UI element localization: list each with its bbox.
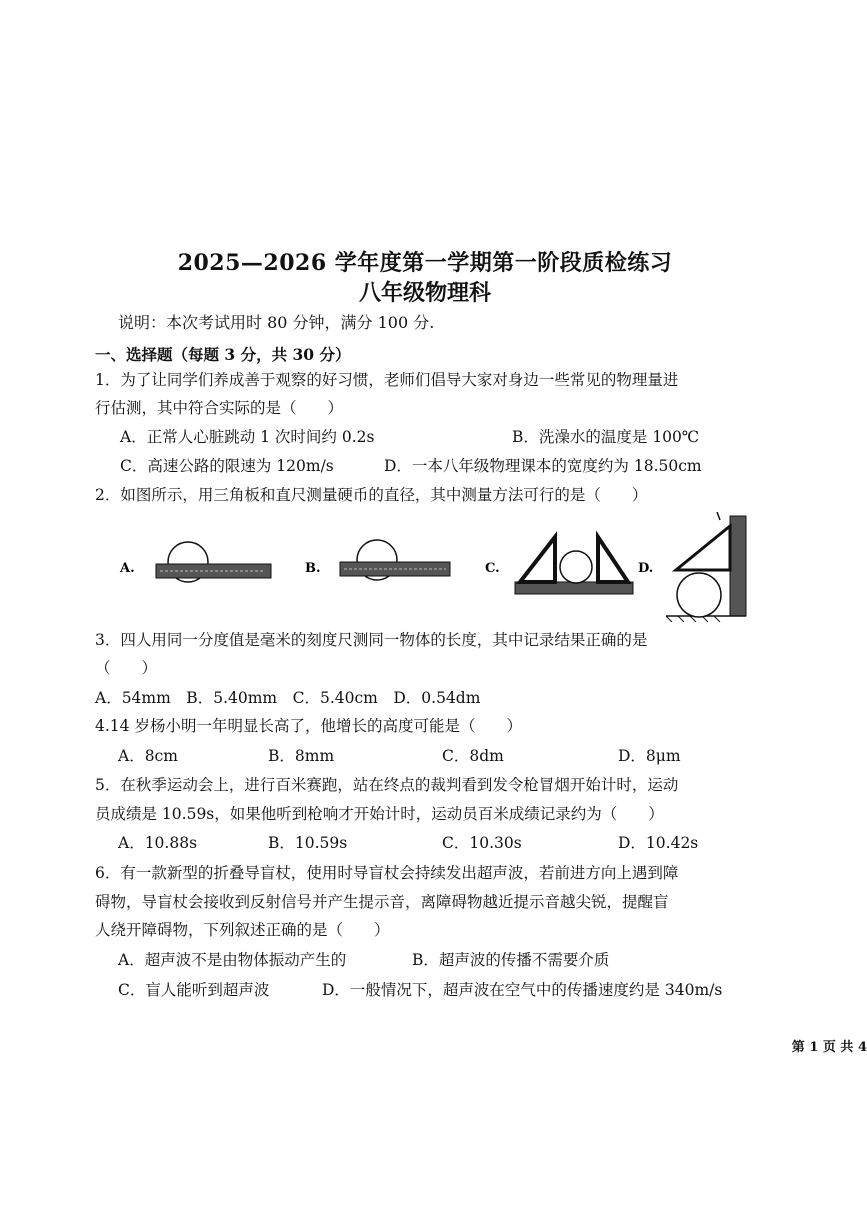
- figure-d-ruler-triangle-coin: [666, 512, 746, 622]
- q6-stem-line1: 6．有一款新型的折叠导盲杖，使用时导盲杖会持续发出超声波，若前进方向上遇到障: [95, 864, 679, 882]
- exam-title: 2025—2026 学年度第一学期第一阶段质检练习: [177, 250, 673, 276]
- q1-option-d: D．一本八年级物理课本的宽度约为 18.50cm: [384, 457, 702, 475]
- exam-note: 说明：本次考试用时 80 分钟，满分 100 分.: [118, 313, 435, 332]
- q4-option-d: D．8μm: [618, 747, 681, 765]
- q1-stem-line2: 行估测，其中符合实际的是（ ）: [95, 399, 344, 417]
- figure-c-triangles-coin: [515, 537, 633, 594]
- q4-option-c: C．8dm: [442, 747, 504, 765]
- q5-stem-line1: 5．在秋季运动会上，进行百米赛跑，站在终点的裁判看到发令枪冒烟开始计时，运动: [95, 776, 679, 794]
- q6-stem-line3: 人绕开障碍物，下列叙述正确的是（ ）: [95, 921, 390, 939]
- figure-b-ruler-coin: [340, 540, 450, 580]
- figure-label-a: A.: [120, 561, 135, 576]
- q6-option-c: C．盲人能听到超声波: [118, 981, 270, 999]
- page-number: 第 1 页 共 4: [791, 1040, 867, 1055]
- figure-a-ruler-coin: [156, 542, 271, 582]
- q5-option-c: C．10.30s: [442, 834, 522, 852]
- q3-options: A．54mm B．5.40mm C．5.40cm D．0.54dm: [95, 689, 481, 707]
- q5-stem-line2: 员成绩是 10.59s，如果他听到枪响才开始计时，运动员百米成绩记录约为（ ）: [95, 805, 664, 823]
- q6-stem-line2: 碍物，导盲杖会接收到反射信号并产生提示音，离障碍物越近提示音越尖锐，提醒盲: [95, 893, 669, 911]
- q5-option-a: A．10.88s: [118, 834, 198, 852]
- q4-stem: 4.14 岁杨小明一年明显长高了，他增长的高度可能是（ ）: [95, 717, 522, 735]
- figure-label-d: D.: [638, 561, 654, 576]
- q2-figure: [100, 512, 760, 622]
- q3-stem-line2: （ ）: [95, 659, 158, 677]
- q1-option-c: C．高速公路的限速为 120m/s: [120, 457, 334, 475]
- q4-option-b: B．8mm: [268, 747, 335, 765]
- q6-option-d: D．一般情况下，超声波在空气中的传播速度约是 340m/s: [322, 981, 723, 999]
- q5-option-b: B．10.59s: [268, 834, 348, 852]
- exam-subtitle: 八年级物理科: [358, 280, 491, 306]
- q4-option-a: A．8cm: [118, 747, 178, 765]
- q1-stem-line1: 1．为了让同学们养成善于观察的好习惯，老师们倡导大家对身边一些常见的物理量进: [95, 371, 679, 389]
- q5-option-d: D．10.42s: [618, 834, 699, 852]
- q1-option-b: B．洗澡水的温度是 100℃: [512, 428, 700, 446]
- q2-stem: 2．如图所示，用三角板和直尺测量硬币的直径，其中测量方法可行的是（ ）: [95, 486, 648, 504]
- q6-option-a: A．超声波不是由物体振动产生的: [118, 951, 347, 969]
- q3-stem-line1: 3．四人用同一分度值是毫米的刻度尺测同一物体的长度，其中记录结果正确的是: [95, 631, 648, 649]
- q6-option-b: B．超声波的传播不需要介质: [412, 951, 610, 969]
- figure-label-b: B.: [305, 561, 321, 576]
- q1-option-a: A．正常人心脏跳动 1 次时间约 0.2s: [120, 428, 375, 446]
- figure-label-c: C.: [485, 561, 500, 576]
- section-heading: 一、选择题（每题 3 分，共 30 分）: [95, 345, 351, 364]
